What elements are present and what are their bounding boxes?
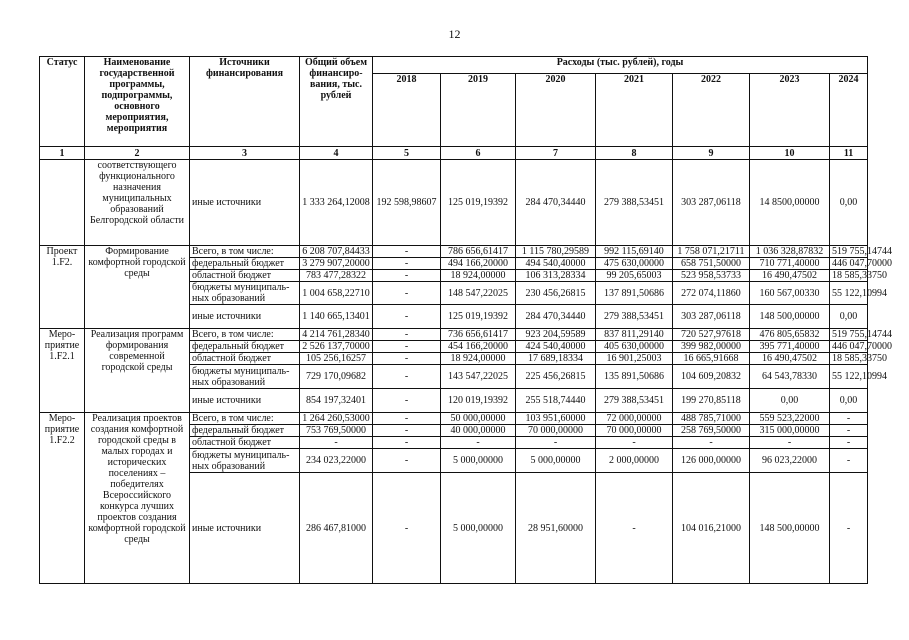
year-value-cell: - (373, 437, 441, 449)
total-cell: 783 477,28322 (300, 270, 373, 282)
year-value-cell: - (596, 437, 673, 449)
year-value-cell: 16 665,91668 (673, 353, 750, 365)
year-value-cell: - (596, 473, 673, 584)
year-value-cell: 710 771,40000 (750, 258, 830, 270)
year-value-cell: 160 567,00330 (750, 282, 830, 305)
header-expenses: Расходы (тыс. рублей), годы (373, 57, 868, 74)
year-value-cell: 424 540,40000 (516, 341, 596, 353)
total-cell: 286 467,81000 (300, 473, 373, 584)
column-number: 6 (441, 147, 516, 160)
year-value-cell: 303 287,06118 (673, 160, 750, 246)
year-value-cell: - (373, 329, 441, 341)
source-cell: бюджеты муниципаль-ных образований (190, 365, 300, 389)
year-value-cell: - (830, 473, 868, 584)
year-value-cell: 55 122,10994 (830, 365, 868, 389)
year-value-cell: 279 388,53451 (596, 389, 673, 413)
column-number: 2 (85, 147, 190, 160)
total-cell: 3 279 907,20000 (300, 258, 373, 270)
source-cell: Всего, в том числе: (190, 329, 300, 341)
column-number: 9 (673, 147, 750, 160)
year-value-cell: - (830, 437, 868, 449)
total-cell: 234 023,22000 (300, 449, 373, 473)
table-row (40, 246, 868, 258)
year-value-cell: 5 000,00000 (516, 449, 596, 473)
year-value-cell: 837 811,29140 (596, 329, 673, 341)
year-value-cell: 16 490,47502 (750, 270, 830, 282)
year-value-cell: 103 951,60000 (516, 413, 596, 425)
status-cell: Меро-приятие 1.F2.1 (40, 329, 85, 413)
program-name-cell: Реализация программ формирования современной городской среды (85, 329, 190, 413)
column-number: 3 (190, 147, 300, 160)
year-value-cell: 284 470,34440 (516, 305, 596, 329)
header-year: 2018 (373, 74, 441, 147)
header-year: 2021 (596, 74, 673, 147)
budget-table (39, 56, 892, 584)
year-value-cell: 225 456,26815 (516, 365, 596, 389)
source-cell: федеральный бюджет (190, 258, 300, 270)
year-value-cell: 40 000,00000 (441, 425, 516, 437)
source-cell: федеральный бюджет (190, 425, 300, 437)
year-value-cell: - (373, 449, 441, 473)
year-value-cell: - (373, 341, 441, 353)
table-row (40, 413, 868, 425)
year-value-cell: 106 313,28334 (516, 270, 596, 282)
year-value-cell: 148 500,00000 (750, 305, 830, 329)
year-value-cell: 992 115,69140 (596, 246, 673, 258)
header-year: 2023 (750, 74, 830, 147)
year-value-cell: 279 388,53451 (596, 160, 673, 246)
year-value-cell: - (830, 449, 868, 473)
year-value-cell: 446 047,70000 (830, 258, 868, 270)
year-value-cell: 279 388,53451 (596, 305, 673, 329)
year-value-cell: 14 8500,00000 (750, 160, 830, 246)
program-name-cell: соответствующего функционального назначения муниципальных образований Белгородской области (85, 160, 190, 246)
year-value-cell: 192 598,98607 (373, 160, 441, 246)
total-cell: 854 197,32401 (300, 389, 373, 413)
year-value-cell: 559 523,22000 (750, 413, 830, 425)
source-cell: областной бюджет (190, 437, 300, 449)
year-value-cell: - (441, 437, 516, 449)
source-cell: областной бюджет (190, 353, 300, 365)
year-value-cell: 5 000,00000 (441, 473, 516, 584)
year-value-cell: 476 805,65832 (750, 329, 830, 341)
year-value-cell: - (373, 413, 441, 425)
column-number: 7 (516, 147, 596, 160)
year-value-cell: 399 982,00000 (673, 341, 750, 353)
source-cell: областной бюджет (190, 270, 300, 282)
total-cell: 1 140 665,13401 (300, 305, 373, 329)
year-value-cell: 18 585,33750 (830, 353, 868, 365)
year-value-cell: - (373, 270, 441, 282)
year-value-cell: 0,00 (830, 160, 868, 246)
year-value-cell: - (673, 437, 750, 449)
total-cell: 1 264 260,53000 (300, 413, 373, 425)
total-cell: - (300, 437, 373, 449)
header-name: Наименование государственной программы, подпрограммы, основного мероприятия, мероприятия (85, 57, 190, 147)
year-value-cell: 70 000,00000 (596, 425, 673, 437)
source-cell: иные источники (190, 473, 300, 584)
year-value-cell: 0,00 (830, 305, 868, 329)
source-cell: федеральный бюджет (190, 341, 300, 353)
year-value-cell: 0,00 (830, 389, 868, 413)
source-cell: иные источники (190, 160, 300, 246)
total-cell: 4 214 761,28340 (300, 329, 373, 341)
year-value-cell: - (373, 258, 441, 270)
year-value-cell: 446 047,70000 (830, 341, 868, 353)
year-value-cell: 494 166,20000 (441, 258, 516, 270)
year-value-cell: - (373, 425, 441, 437)
table-row (40, 329, 868, 341)
year-value-cell: 736 656,61417 (441, 329, 516, 341)
year-value-cell: 70 000,00000 (516, 425, 596, 437)
year-value-cell: 494 540,40000 (516, 258, 596, 270)
total-cell: 753 769,50000 (300, 425, 373, 437)
total-cell: 6 208 707,84433 (300, 246, 373, 258)
year-value-cell: 143 547,22025 (441, 365, 516, 389)
year-value-cell: 284 470,34440 (516, 160, 596, 246)
year-value-cell: - (830, 413, 868, 425)
year-value-cell: - (373, 353, 441, 365)
year-value-cell: 199 270,85118 (673, 389, 750, 413)
year-value-cell: 303 287,06118 (673, 305, 750, 329)
total-cell: 1 004 658,22710 (300, 282, 373, 305)
year-value-cell: 96 023,22000 (750, 449, 830, 473)
year-value-cell: 523 958,53733 (673, 270, 750, 282)
year-value-cell: - (373, 305, 441, 329)
year-value-cell: 72 000,00000 (596, 413, 673, 425)
table-row (40, 160, 868, 246)
year-value-cell: 454 166,20000 (441, 341, 516, 353)
column-number: 5 (373, 147, 441, 160)
year-value-cell: 0,00 (750, 389, 830, 413)
year-value-cell: 272 074,11860 (673, 282, 750, 305)
year-value-cell: 99 205,65003 (596, 270, 673, 282)
year-value-cell: 18 585,33750 (830, 270, 868, 282)
header-year: 2020 (516, 74, 596, 147)
header-status: Статус (40, 57, 85, 147)
year-value-cell: 1 115 780,29589 (516, 246, 596, 258)
year-value-cell: 2 000,00000 (596, 449, 673, 473)
year-value-cell: 126 000,00000 (673, 449, 750, 473)
header-total: Общий объем финансиро-вания, тыс. рублей (300, 57, 373, 147)
year-value-cell: - (750, 437, 830, 449)
source-cell: бюджеты муниципаль-ных образований (190, 449, 300, 473)
year-value-cell: 16 901,25003 (596, 353, 673, 365)
total-cell: 2 526 137,70000 (300, 341, 373, 353)
year-value-cell: 488 785,71000 (673, 413, 750, 425)
year-value-cell: 315 000,00000 (750, 425, 830, 437)
year-value-cell: 125 019,19392 (441, 160, 516, 246)
header-year: 2022 (673, 74, 750, 147)
header-year: 2019 (441, 74, 516, 147)
year-value-cell: 658 751,50000 (673, 258, 750, 270)
program-name-cell: Реализация проектов создания комфортной городской среды в малых городах и исторических поселениях – победителях Всероссийского конкурса лучших проектов создания комфортной городской среды (85, 413, 190, 584)
year-value-cell: 1 036 328,87832 (750, 246, 830, 258)
year-value-cell: 519 755,14744 (830, 246, 868, 258)
year-value-cell: 18 924,00000 (441, 353, 516, 365)
year-value-cell: 405 630,00000 (596, 341, 673, 353)
year-value-cell: 148 547,22025 (441, 282, 516, 305)
total-cell: 729 170,09682 (300, 365, 373, 389)
year-value-cell: 395 771,40000 (750, 341, 830, 353)
year-value-cell: - (830, 425, 868, 437)
source-cell: иные источники (190, 305, 300, 329)
column-number: 11 (830, 147, 868, 160)
year-value-cell: 5 000,00000 (441, 449, 516, 473)
status-cell: Проект 1.F2. (40, 246, 85, 329)
source-cell: иные источники (190, 389, 300, 413)
header-sources: Источники финансирования (190, 57, 300, 147)
year-value-cell: 18 924,00000 (441, 270, 516, 282)
year-value-cell: 104 609,20832 (673, 365, 750, 389)
year-value-cell: 55 122,10994 (830, 282, 868, 305)
year-value-cell: 104 016,21000 (673, 473, 750, 584)
year-value-cell: 28 951,60000 (516, 473, 596, 584)
total-cell: 1 333 264,12008 (300, 160, 373, 246)
column-number: 8 (596, 147, 673, 160)
page-number: 12 (448, 27, 461, 41)
source-cell: Всего, в том числе: (190, 413, 300, 425)
header-year: 2024 (830, 74, 868, 147)
column-number: 10 (750, 147, 830, 160)
year-value-cell: - (516, 437, 596, 449)
year-value-cell: 148 500,00000 (750, 473, 830, 584)
year-value-cell: - (373, 365, 441, 389)
status-cell: Меро-приятие 1.F2.2 (40, 413, 85, 584)
year-value-cell: 16 490,47502 (750, 353, 830, 365)
column-number: 1 (40, 147, 85, 160)
total-cell: 105 256,16257 (300, 353, 373, 365)
year-value-cell: 255 518,74440 (516, 389, 596, 413)
column-number: 4 (300, 147, 373, 160)
year-value-cell: 258 769,50000 (673, 425, 750, 437)
year-value-cell: 720 527,97618 (673, 329, 750, 341)
year-value-cell: - (373, 389, 441, 413)
year-value-cell: 230 456,26815 (516, 282, 596, 305)
year-value-cell: 120 019,19392 (441, 389, 516, 413)
year-value-cell: 923 204,59589 (516, 329, 596, 341)
source-cell: бюджеты муниципаль-ных образований (190, 282, 300, 305)
year-value-cell: - (373, 473, 441, 584)
year-value-cell: - (373, 246, 441, 258)
year-value-cell: 519 755,14744 (830, 329, 868, 341)
year-value-cell: 1 758 071,21711 (673, 246, 750, 258)
year-value-cell: 135 891,50686 (596, 365, 673, 389)
year-value-cell: 17 689,18334 (516, 353, 596, 365)
year-value-cell: 137 891,50686 (596, 282, 673, 305)
year-value-cell: 786 656,61417 (441, 246, 516, 258)
program-name-cell: Формирование комфортной городской среды (85, 246, 190, 329)
source-cell: Всего, в том числе: (190, 246, 300, 258)
year-value-cell: - (373, 282, 441, 305)
year-value-cell: 475 630,00000 (596, 258, 673, 270)
year-value-cell: 64 543,78330 (750, 365, 830, 389)
year-value-cell: 50 000,00000 (441, 413, 516, 425)
year-value-cell: 125 019,19392 (441, 305, 516, 329)
status-cell (40, 160, 85, 246)
